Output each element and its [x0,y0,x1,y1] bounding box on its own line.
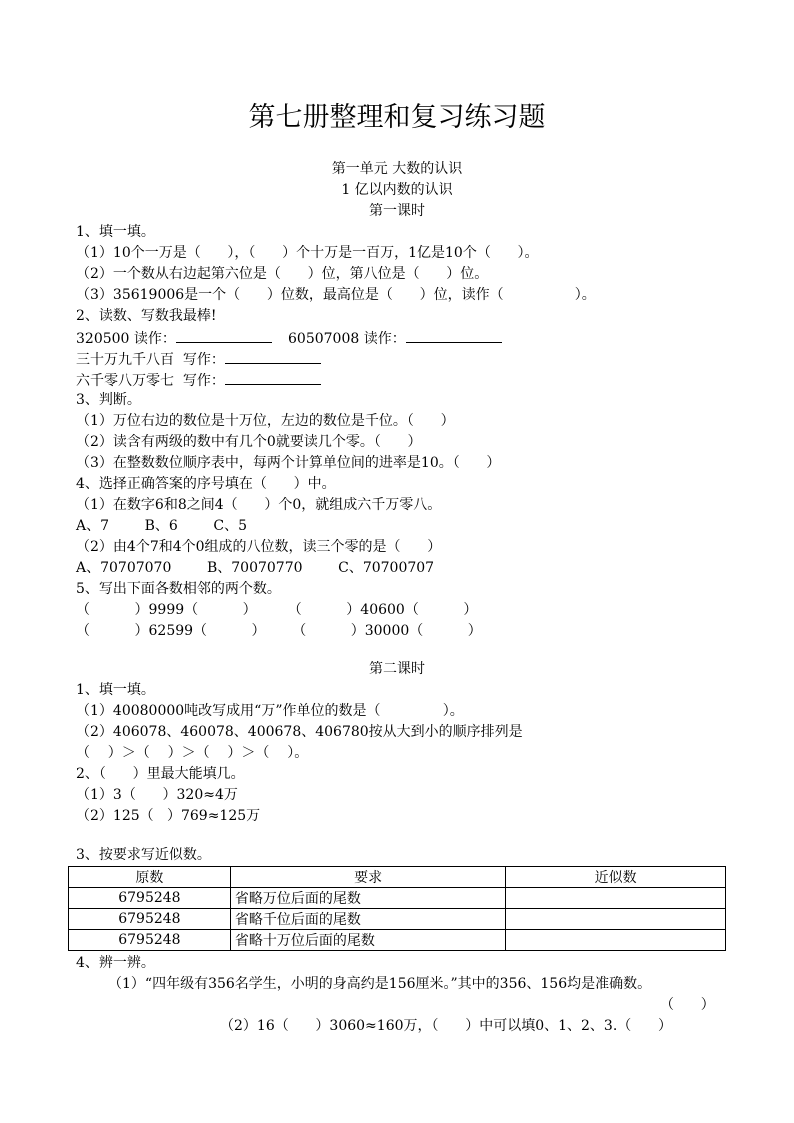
l2-q1-item: （2）406078、460078、400678、406780按从大到小的顺序排列是 [76,724,523,740]
answer-blank[interactable] [225,370,321,385]
l1-q3-item: （3）在整数数位顺序表中，每两个计算单位间的进率是10。（ ） [76,455,501,471]
l2-q4-item1-bracket: （ ） [660,997,715,1013]
read-line-2 [288,328,502,348]
read-prompt-2: 60507008 读作： [288,331,406,347]
l1-q3-item: （2）读含有两级的数中有几个0就要读几个零。（ ） [76,434,422,450]
column-header: 要求 [230,867,506,888]
lesson2-heading: 第二课时 [369,661,425,677]
l1-q5-label: 5、写出下面各数相邻的两个数。 [76,581,281,597]
write-prompt-2: 六千零八万零七 写作： [76,373,225,389]
read-prompt-1: 320500 读作： [76,331,176,347]
unit-heading: 第一单元 大数的认识 [331,161,463,177]
l1-q5-row: （ ）62599（ ） （ ）30000（ ） [76,623,482,639]
table-row [69,909,726,930]
l1-q4-sub2: （2）由4个7和4个0组成的八位数，读三个零的是（ ） [76,539,442,555]
table-row [69,888,726,909]
l2-q2-item: （2）125（ ）769≈125万 [76,808,261,824]
l1-q4-options1: A、7 B、6 C、5 [76,518,248,534]
l2-q3-label: 3、按要求写近似数。 [76,847,211,863]
cell-answer[interactable] [506,930,726,951]
l1-q1-item: （3）35619006是一个（ ）位数，最高位是（ ）位，读作（ ）。 [76,287,596,303]
cell-number: 6795248 [69,888,231,909]
cell-number: 6795248 [69,930,231,951]
answer-blank[interactable] [225,349,321,364]
l1-q1-label: 1、填一填。 [76,224,155,240]
cell-requirement: 省略千位后面的尾数 [230,909,506,930]
l1-q5-row: （ ）9999（ ） （ ）40600（ ） [76,602,478,618]
write-line-1 [76,349,321,369]
l2-q4-label: 4、辨一辨。 [76,955,155,971]
page-title: 第七册整理和复习练习题 [248,102,546,133]
cell-number: 6795248 [69,909,231,930]
l1-q4-label: 4、选择正确答案的序号填在（ ）中。 [76,476,336,492]
unit-subheading: 1 亿以内数的认识 [341,182,453,198]
cell-answer[interactable] [506,888,726,909]
l2-q4-item1: （1）“四年级有356名学生，小明的身高约是156厘米。”其中的356、156均是准确数。 [108,976,652,992]
answer-blank[interactable] [176,328,272,343]
l1-q4-options2: A、70707070 B、70070770 C、70700707 [76,560,435,576]
l2-q1-item: （1）40080000吨改写成用“万”作单位的数是（ ）。 [76,703,464,719]
l1-q3-item: （1）万位右边的数位是十万位，左边的数位是千位。（ ） [76,413,455,429]
l2-q4-item2: （2）16（ ）3060≈160万，（ ）中可以填0、1、2、3.（ ） [220,1018,672,1034]
cell-answer[interactable] [506,909,726,930]
lesson1-heading: 第一课时 [369,203,425,219]
cell-requirement: 省略万位后面的尾数 [230,888,506,909]
table-header-row [69,867,726,888]
l1-q4-sub1: （1）在数字6和8之间4（ ）个0，就组成六千万零八。 [76,497,442,513]
write-prompt-1: 三十万九千八百 写作： [76,352,225,368]
l1-q1-item: （1）10个一万是（ ），（ ）个十万是一百万，1亿是10个（ ）。 [76,245,539,261]
l2-q2-item: （1）3（ ）320≈4万 [76,787,238,803]
read-line-1 [76,328,272,348]
l2-q2-label: 2、（ ）里最大能填几。 [76,766,245,782]
table-row [69,930,726,951]
l1-q2-label: 2、读数、写数我最棒! [76,308,217,324]
l1-q3-label: 3、判断。 [76,392,141,408]
column-header: 近似数 [506,867,726,888]
approximation-table [68,866,726,951]
l1-q1-item: （2）一个数从右边起第六位是（ ）位，第八位是（ ）位。 [76,266,489,282]
l2-q1-label: 1、填一填。 [76,682,155,698]
cell-requirement: 省略十万位后面的尾数 [230,930,506,951]
l2-q1-item: （ ）＞（ ）＞（ ）＞（ ）。 [76,745,309,761]
answer-blank[interactable] [406,328,502,343]
write-line-2 [76,370,321,390]
column-header: 原数 [69,867,231,888]
